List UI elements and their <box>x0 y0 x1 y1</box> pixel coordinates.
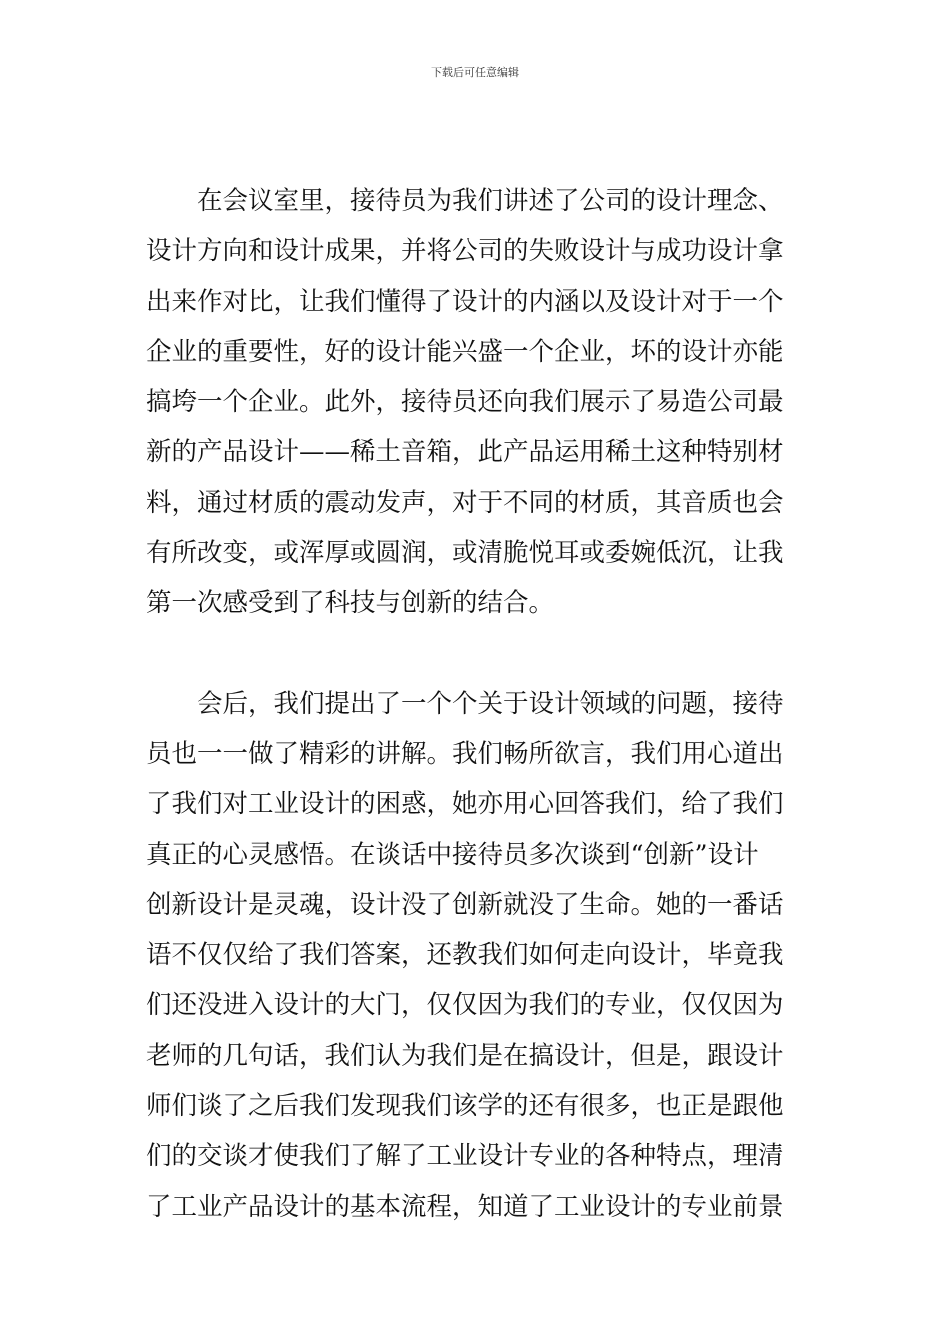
paragraph-line: 了我们对工业设计的困惑，她亦用心回答我们，给了我们 <box>146 789 784 820</box>
paragraph-line: 老师的几句话，我们认为我们是在搞设计，但是，跟设计 <box>146 1040 784 1071</box>
paragraph-2 <box>146 679 806 1232</box>
paragraph-spacer <box>146 629 806 679</box>
paragraph-line: 出来作对比，让我们懂得了设计的内涵以及设计对于一个 <box>146 286 784 317</box>
paragraph-line: 料，通过材质的震动发声，对于不同的材质，其音质也会 <box>146 487 784 518</box>
paragraph-line: 企业的重要性，好的设计能兴盛一个企业，坏的设计亦能 <box>146 336 784 367</box>
paragraph-line: 员也一一做了精彩的讲解。我们畅所欲言，我们用心道出 <box>146 738 784 769</box>
document-body <box>146 176 806 1232</box>
paragraph-line: 会后，我们提出了一个个关于设计领域的问题，接待 <box>197 688 784 719</box>
paragraph-line: 了工业产品设计的基本流程，知道了工业设计的专业前景 <box>146 1191 784 1222</box>
paragraph-line: 设计方向和设计成果，并将公司的失败设计与成功设计拿 <box>146 236 784 267</box>
paragraph-line: 新的产品设计——稀土音箱，此产品运用稀土这种特别材 <box>146 437 784 468</box>
paragraph-line: 师们谈了之后我们发现我们该学的还有很多，也正是跟他 <box>146 1091 784 1122</box>
paragraph-line: 真正的心灵感悟。在谈话中接待员多次谈到“创新”设计 <box>146 839 759 870</box>
paragraph-line: 搞垮一个企业。此外，接待员还向我们展示了易造公司最 <box>146 387 784 418</box>
page-header: 下载后可任意编辑 <box>431 66 519 79</box>
paragraph-line: 第一次感受到了科技与创新的结合。 <box>146 588 555 619</box>
paragraph-line: 有所改变，或浑厚或圆润，或清脆悦耳或委婉低沉，让我 <box>146 538 784 569</box>
paragraph-line: 在会议室里，接待员为我们讲述了公司的设计理念、 <box>197 186 784 216</box>
paragraph-line: 语不仅仅给了我们答案，还教我们如何走向设计，毕竟我 <box>146 940 784 971</box>
paragraph-line: 们还没进入设计的大门，仅仅因为我们的专业，仅仅因为 <box>146 990 784 1021</box>
paragraph-line: 创新设计是灵魂，设计没了创新就没了生命。她的一番话 <box>146 889 784 920</box>
paragraph-1 <box>146 176 806 629</box>
paragraph-line: 们的交谈才使我们了解了工业设计专业的各种特点，理清 <box>146 1141 784 1172</box>
